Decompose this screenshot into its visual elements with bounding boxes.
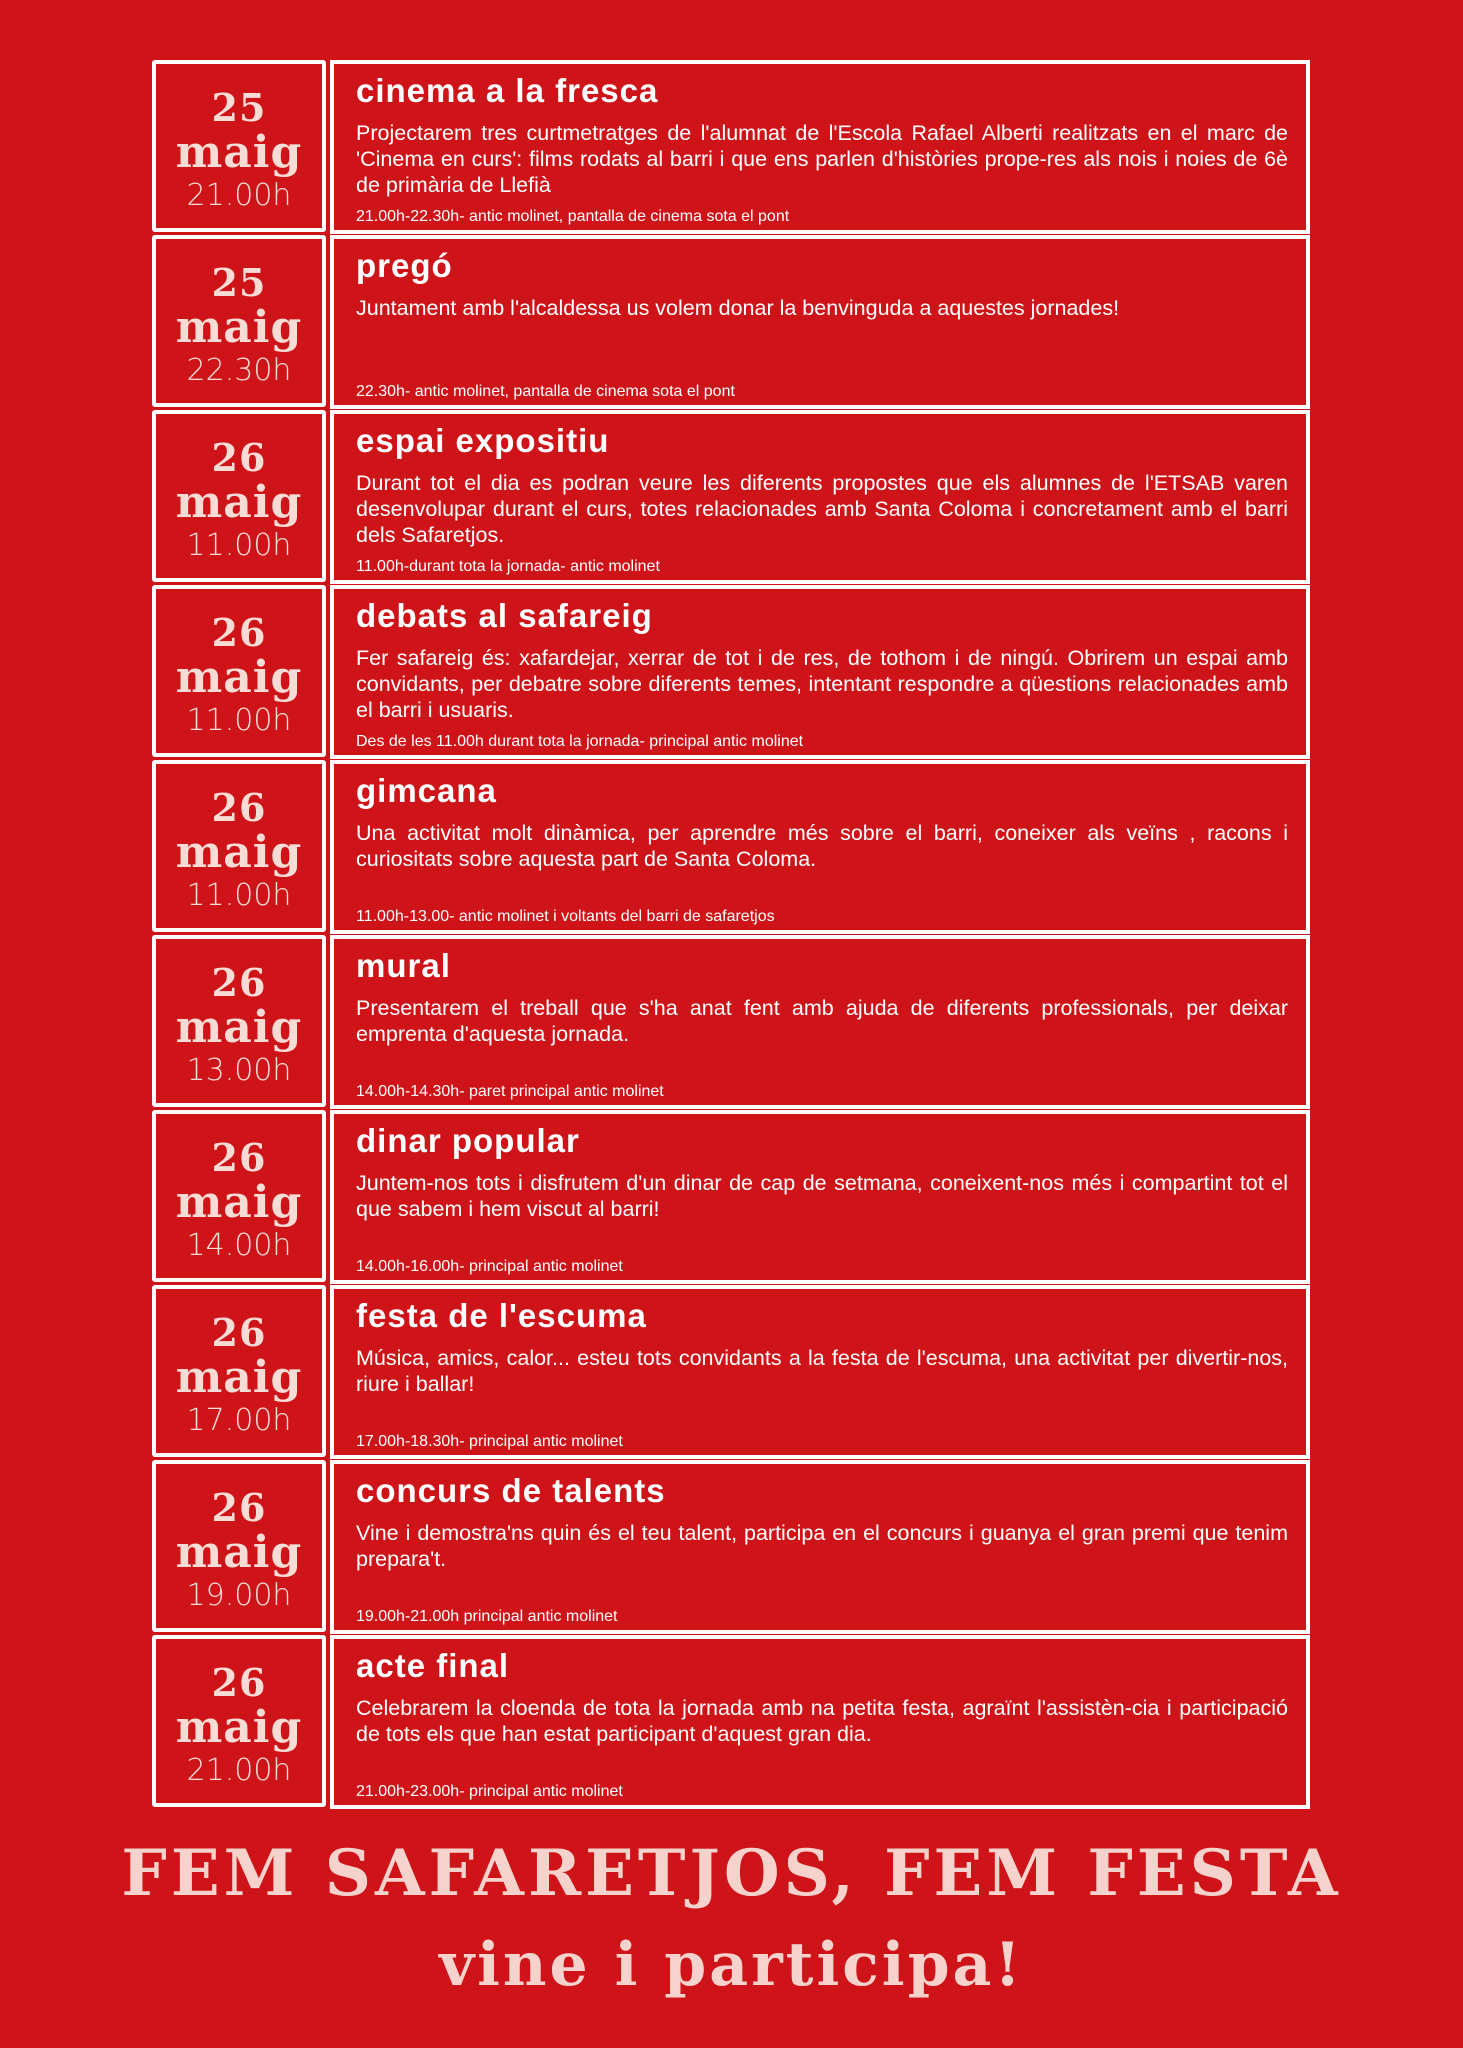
event-month: maig (175, 476, 303, 528)
event-row (152, 585, 1310, 759)
event-description: Celebrarem la cloenda de tota la jornada amb na petita festa, agraïnt l'assistèn-cia i participació de tots els que han estat participant d'aquest gran dia. (356, 1696, 1288, 1746)
event-title: concurs de talents (356, 1472, 666, 1509)
event-row (152, 235, 1310, 409)
event-time: 14.00h (186, 1227, 292, 1263)
event-info-box (330, 235, 1310, 409)
event-time: 21.00h (186, 177, 292, 213)
event-description: Projectarem tres curtmetratges de l'alumnat de l'Escola Rafael Alberti realitzats en el marc de 'Cinema en curs': films rodats al barri i que ens parlen d'històries prope-res als nois i noies de 6è de primària de Llefià (356, 121, 1288, 197)
event-time: 11.00h (186, 877, 292, 913)
event-day: 25 (211, 84, 267, 130)
event-description: Presentarem el treball que s'ha anat fent amb ajuda de diferents professionals, per deixar emprenta d'aquesta jornada. (356, 996, 1288, 1046)
event-info-box (330, 410, 1310, 584)
event-month: maig (175, 826, 303, 878)
event-title: dinar popular (356, 1122, 580, 1159)
event-date-box (152, 935, 326, 1107)
event-day: 26 (211, 784, 267, 830)
event-description: Juntem-nos tots i disfrutem d'un dinar de cap de setmana, coneixent-nos més i compartint tot el que sabem i hem viscut al barri! (356, 1171, 1288, 1221)
event-info-box (330, 1285, 1310, 1459)
event-day: 26 (211, 609, 267, 655)
event-info-box (330, 935, 1310, 1109)
event-date-box (152, 1285, 326, 1457)
event-description: Juntament amb l'alcaldessa us volem donar la benvinguda a aquestes jornades! (356, 296, 1120, 320)
event-location: 14.00h-14.30h- paret principal antic molinet (356, 1083, 664, 1100)
event-month: maig (175, 1176, 303, 1228)
event-location: 11.00h-13.00- antic molinet i voltants del barri de safaretjos (356, 908, 775, 925)
event-row (152, 410, 1310, 584)
event-date-box (152, 60, 326, 232)
footer-call-to-action: vine i participa! (439, 1930, 1024, 2000)
event-title: festa de l'escuma (356, 1297, 647, 1334)
event-info-box (330, 585, 1310, 759)
event-title: cinema a la fresca (356, 72, 659, 109)
event-time: 11.00h (186, 702, 292, 738)
event-description: Vine i demostra'ns quin és el teu talent, participa en el concurs i guanya el gran premi que tenim prepara't. (356, 1521, 1288, 1571)
event-description: Música, amics, calor... esteu tots convidants a la festa de l'escuma, una activitat per divertir-nos, riure i ballar! (356, 1346, 1288, 1396)
event-month: maig (175, 126, 303, 178)
event-row (152, 60, 1310, 234)
event-location: 17.00h-18.30h- principal antic molinet (356, 1433, 623, 1450)
event-description: Fer safareig és: xafardejar, xerrar de tot i de res, de tothom i de ningú. Obrirem un espai amb convidants, per debatre sobre diferents temes, intentant respondre a qüestions relacionades amb el barri i usuaris. (356, 646, 1288, 722)
event-title: espai expositiu (356, 422, 610, 459)
event-date-box (152, 1635, 326, 1807)
event-location: 22.30h- antic molinet, pantalla de cinema sota el pont (356, 383, 735, 400)
event-day: 26 (211, 1134, 267, 1180)
event-description: Durant tot el dia es podran veure les diferents propostes que els alumnes de l'ETSAB varen desenvolupar durant el curs, totes relacionades amb Santa Coloma i concretament amb el barri dels Safaretjos. (356, 471, 1288, 547)
event-time: 22.30h (186, 352, 292, 388)
event-date-box (152, 760, 326, 932)
event-schedule (152, 60, 1310, 1810)
event-time: 13.00h (186, 1052, 292, 1088)
event-day: 25 (211, 259, 267, 305)
event-time: 19.00h (186, 1577, 292, 1613)
event-time: 17.00h (186, 1402, 292, 1438)
event-location: 11.00h-durant tota la jornada- antic molinet (356, 558, 660, 575)
event-month: maig (175, 1526, 303, 1578)
event-month: maig (175, 651, 303, 703)
footer-slogan: FEM SAFARETJOS, FEM FESTA (121, 1836, 1342, 1911)
event-time: 21.00h (186, 1752, 292, 1788)
event-location: 21.00h-23.00h- principal antic molinet (356, 1783, 623, 1800)
event-month: maig (175, 1351, 303, 1403)
event-info-box (330, 1110, 1310, 1284)
event-month: maig (175, 1001, 303, 1053)
event-location: 21.00h-22.30h- antic molinet, pantalla de cinema sota el pont (356, 208, 790, 225)
event-day: 26 (211, 434, 267, 480)
event-title: mural (356, 947, 451, 984)
event-day: 26 (211, 1484, 267, 1530)
event-date-box (152, 1110, 326, 1282)
event-row (152, 1635, 1310, 1809)
event-month: maig (175, 301, 303, 353)
event-info-box (330, 1635, 1310, 1809)
event-row (152, 1285, 1310, 1459)
event-row (152, 1110, 1310, 1284)
event-info-box (330, 60, 1310, 234)
event-date-box (152, 585, 326, 757)
event-location: 19.00h-21.00h principal antic molinet (356, 1608, 618, 1625)
event-month: maig (175, 1701, 303, 1753)
event-location: Des de les 11.00h durant tota la jornada- principal antic molinet (356, 733, 804, 750)
event-info-box (330, 1460, 1310, 1634)
event-row (152, 1460, 1310, 1634)
event-info-box (330, 760, 1310, 934)
event-location: 14.00h-16.00h- principal antic molinet (356, 1258, 623, 1275)
event-date-box (152, 235, 326, 407)
event-title: pregó (356, 247, 453, 284)
event-title: gimcana (356, 772, 497, 809)
event-day: 26 (211, 1309, 267, 1355)
event-time: 11.00h (186, 527, 292, 563)
event-title: acte final (356, 1647, 510, 1684)
event-day: 26 (211, 959, 267, 1005)
event-title: debats al safareig (356, 597, 653, 634)
event-row (152, 760, 1310, 934)
event-date-box (152, 410, 326, 582)
event-description: Una activitat molt dinàmica, per aprendre més sobre el barri, coneixer als veïns , racons i curiositats sobre aquesta part de Santa Coloma. (356, 821, 1288, 871)
event-day: 26 (211, 1659, 267, 1705)
event-date-box (152, 1460, 326, 1632)
event-row (152, 935, 1310, 1109)
